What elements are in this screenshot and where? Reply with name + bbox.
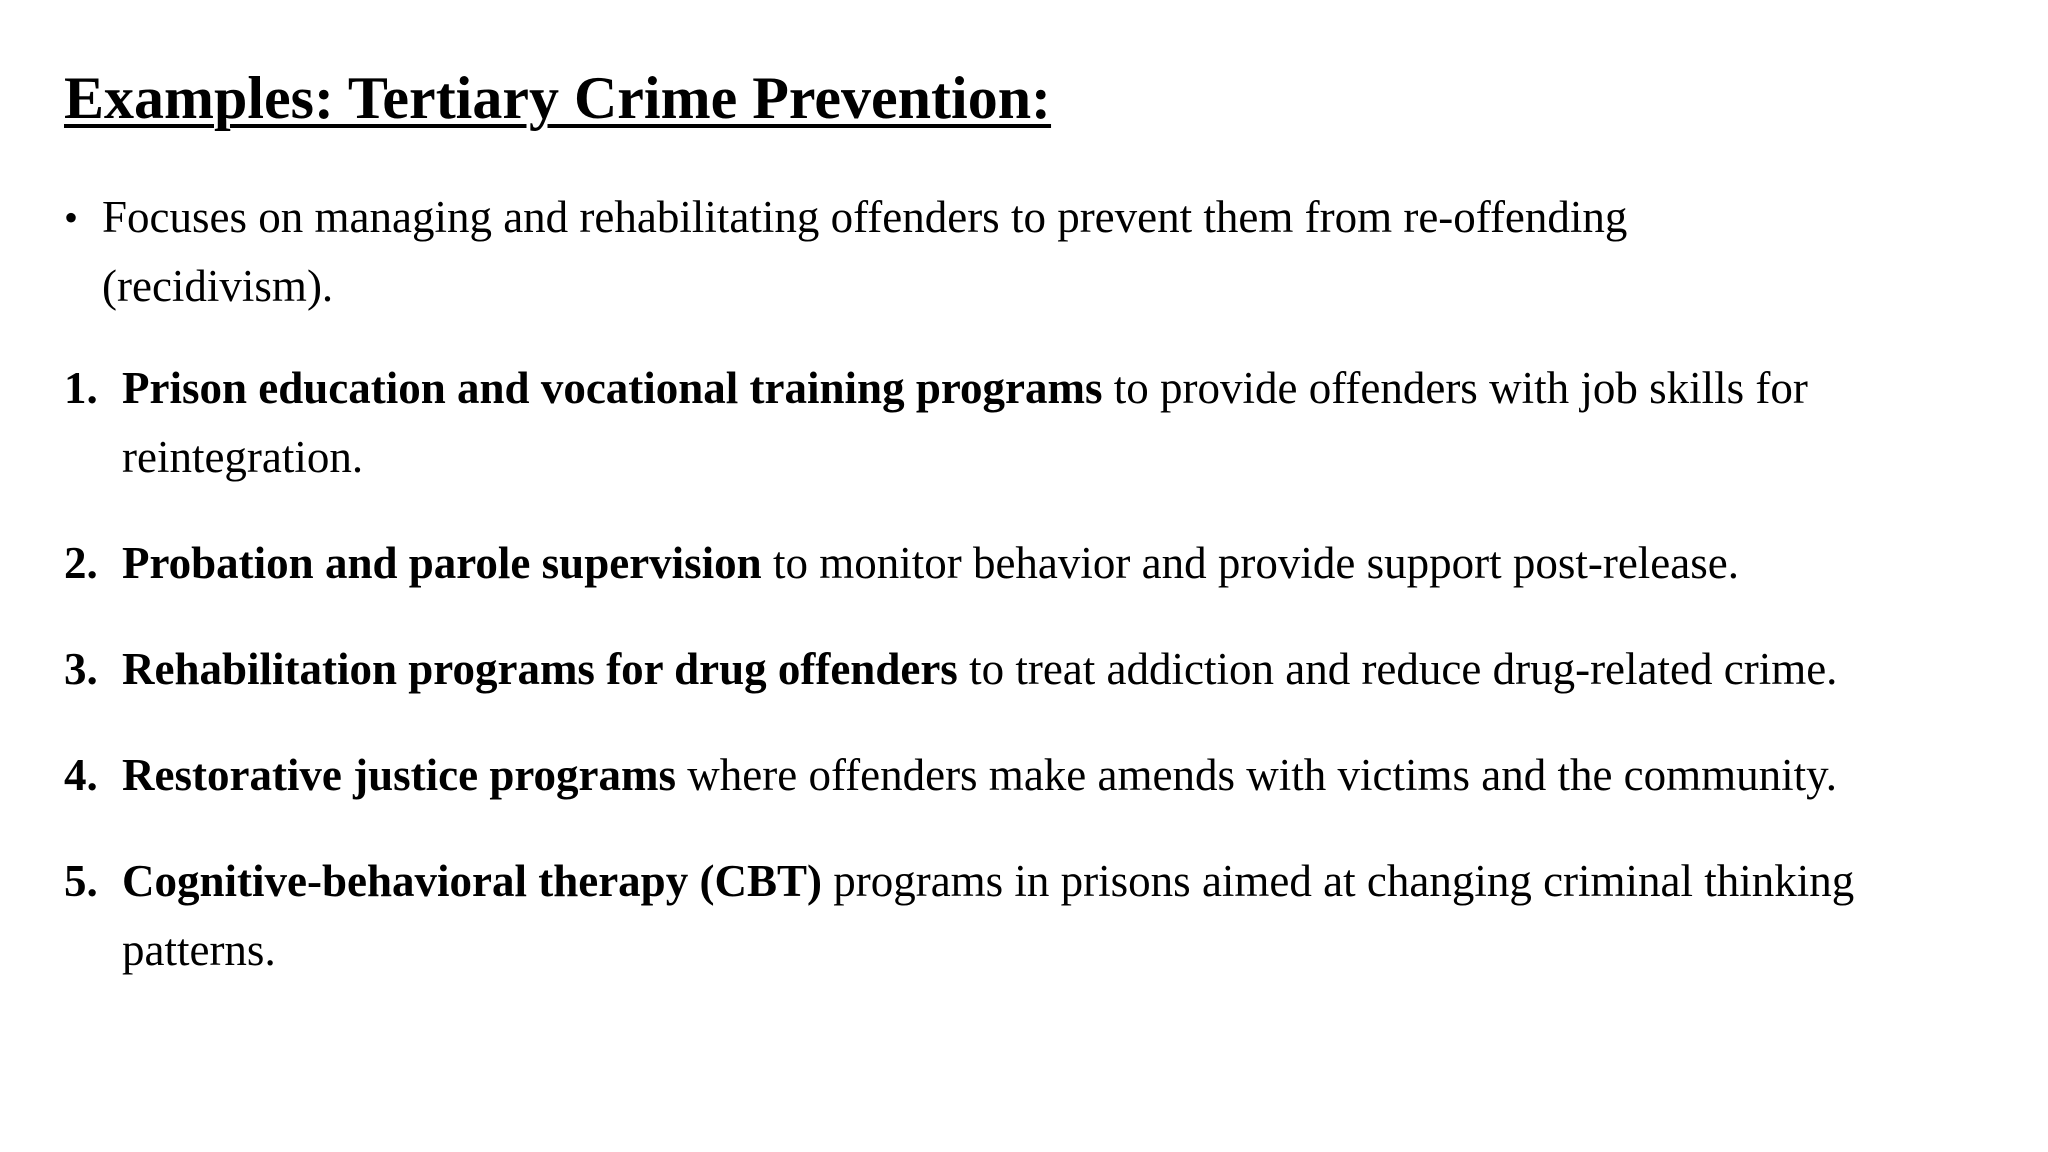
item-bold-text: Rehabilitation programs for drug offenders bbox=[122, 644, 958, 694]
list-item bbox=[64, 529, 2024, 598]
bullet-icon: • bbox=[64, 195, 79, 240]
item-number: 2. bbox=[64, 538, 98, 588]
intro-text: Focuses on managing and rehabilitating offenders to prevent them from re-offending (recidivism). bbox=[102, 192, 1628, 311]
intro-bullet-item bbox=[64, 183, 1964, 321]
item-rest-text: where offenders make amends with victims and the community. bbox=[676, 750, 1837, 800]
item-text bbox=[122, 354, 2022, 492]
item-rest-text: programs in prisons aimed at changing criminal thinking patterns. bbox=[122, 856, 1855, 975]
item-bold-text: Cognitive-behavioral therapy (CBT) bbox=[122, 856, 822, 906]
item-number: 5. bbox=[64, 856, 98, 906]
item-rest-text: to monitor behavior and provide support post-release. bbox=[761, 538, 1739, 588]
item-number: 3. bbox=[64, 644, 98, 694]
item-text bbox=[122, 741, 2024, 810]
slide-title: Examples: Tertiary Crime Prevention: bbox=[64, 65, 1052, 131]
item-bold-text: Restorative justice programs bbox=[122, 750, 677, 800]
list-item bbox=[64, 741, 2024, 810]
item-text bbox=[122, 847, 1922, 985]
item-text bbox=[122, 529, 2024, 598]
item-bold-text: Probation and parole supervision bbox=[122, 538, 762, 588]
item-number: 4. bbox=[64, 750, 98, 800]
list-item bbox=[64, 847, 2024, 985]
item-number: 1. bbox=[64, 363, 98, 413]
item-text bbox=[122, 635, 2024, 704]
list-item bbox=[64, 635, 2024, 704]
item-rest-text: to treat addiction and reduce drug-related crime. bbox=[957, 644, 1838, 694]
list-item bbox=[64, 354, 2024, 492]
item-bold-text: Prison education and vocational training programs bbox=[122, 363, 1103, 413]
item-rest-text: to provide offenders with job skills for reintegration. bbox=[122, 363, 1808, 482]
